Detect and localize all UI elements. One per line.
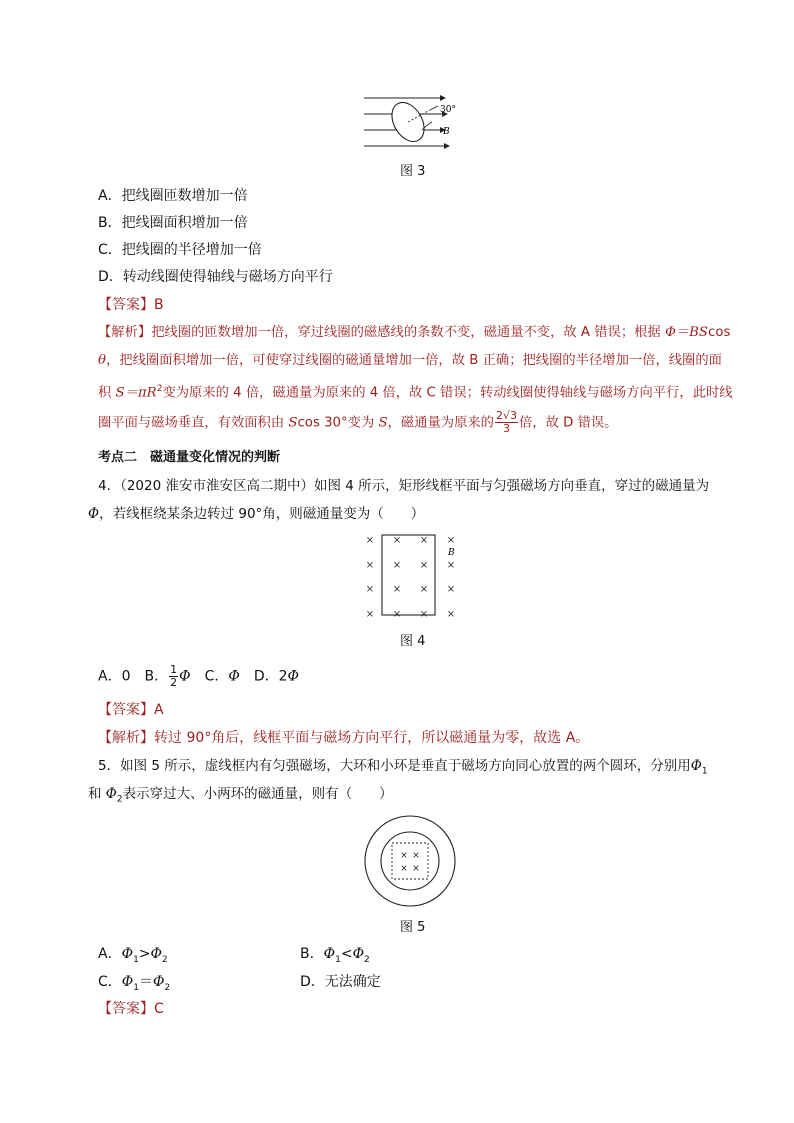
symbol-phi: Φ [352,946,365,962]
q3-option-d: D．转动线圈使得轴线与磁场方向平行 [98,269,333,285]
figure-3-diagram [360,92,470,158]
fraction-denominator: 2 [170,676,178,689]
svg-text:×: × [419,609,429,620]
subscript: 2 [364,954,370,965]
svg-text:×: × [400,851,408,861]
subscript: 1 [133,954,139,965]
q3-option-a: A．把线圈匝数增加一倍 [98,188,248,204]
analysis-text: cos 30°变为 [297,415,379,431]
q5-option-b [300,944,370,970]
symbol-phi: Φ [153,974,165,990]
svg-text:×: × [446,584,456,595]
svg-text:×: × [446,535,456,546]
angle-label: 30° [440,105,456,115]
analysis-tag: 【解析】 [98,730,154,746]
q5-stem-line-2 [88,784,393,810]
figure-4-caption: 图 4 [400,634,426,649]
svg-text:×: × [392,560,402,571]
svg-text:×: × [446,609,456,620]
answer-tag: 【答案】 [98,1001,154,1017]
q3-option-c: C．把线圈的半径增加一倍 [98,242,262,258]
subscript: 2 [164,982,171,993]
fraction-numerator: 1 [170,663,178,676]
figure-5-diagram [362,813,458,909]
analysis-text: 积 [98,385,116,401]
q4-stem-line-2 [88,504,424,524]
symbol-phi: Φ [179,668,191,685]
symbol-phi: Φ [121,974,134,990]
formula-s: S [378,415,388,431]
symbol-phi: Φ [88,506,100,522]
svg-text:×: × [392,535,402,546]
option-prefix: B． [300,946,324,962]
option-text: D．2 [239,668,288,685]
small-ring [381,832,439,890]
operator: > [138,946,151,962]
stem-text: 5．如图 5 所示，虚线框内有匀强磁场，大环和小环是垂直于磁场方向同心放置的两个圆环，分别用 [98,758,691,774]
formula-s: S [288,415,298,431]
q3-option-b: B．把线圈面积增加一倍 [98,215,248,231]
analysis-text: cos [708,325,731,340]
formula-theta: θ [98,353,107,368]
q4-stem-line-1: 4．（2020 淮安市淮安区高二期中）如图 4 所示，矩形线框平面与匀强磁场方向垂直，穿过的磁通量为 [98,478,710,494]
q3-analysis-line-2 [98,351,722,371]
symbol-phi: Φ [121,946,134,962]
fraction-denominator: 3 [502,422,510,435]
figure-4-diagram [360,530,460,622]
field-label: B [443,127,450,137]
q3-answer [98,295,164,315]
q5-option-a [98,944,168,970]
answer-value: C [154,1001,164,1017]
svg-text:×: × [392,609,402,620]
stem-text: ，若线框绕某条边转过 90°角，则磁通量变为（ ） [99,506,425,522]
svg-text:×: × [365,584,375,595]
analysis-tag: 【解析】 [98,325,152,340]
stem-text: 表示穿过大、小两环的磁通量，则有（ ） [122,786,393,802]
fraction [495,410,518,435]
figure-3-caption: 图 3 [400,164,426,179]
svg-text:×: × [419,584,429,595]
svg-text:×: × [419,560,429,571]
q5-option-c [98,972,170,998]
symbol-phi: Φ [150,946,163,962]
svg-text:×: × [365,609,375,620]
svg-text:×: × [365,535,375,546]
symbol-phi: Φ [228,668,240,685]
option-prefix: C． [98,974,122,990]
field-arrowheads [440,95,450,149]
subscript: 1 [335,954,341,965]
option-text: C． [190,668,229,685]
svg-text:×: × [419,535,429,546]
option-prefix: A． [98,946,122,962]
q4-answer [98,700,164,720]
field-region-dashed [392,843,428,879]
answer-tag: 【答案】 [98,297,154,313]
stem-text: 和 [88,786,106,802]
superscript: 2 [156,384,163,394]
analysis-text: ，磁通量为原来的 [387,415,494,431]
svg-text:×: × [412,851,420,861]
q5-answer [98,999,164,1019]
subscript: 1 [701,766,708,777]
analysis-text: 转过 90°角后，线框平面与磁场方向平行，所以磁通量为零，故选 A。 [154,730,590,746]
q5-option-d: D．无法确定 [300,974,381,990]
q4-analysis [98,728,589,748]
operator: ＝ [139,974,153,990]
field-crosses [400,851,420,874]
analysis-text: ，把线圈面积增加一倍，可使穿过线圈的磁通量增加一倍，故 B 正确；把线圈的半径增加一倍，线圈的面 [106,353,722,368]
answer-value: A [154,702,164,718]
fraction [169,664,178,689]
symbol-phi: Φ [105,786,117,802]
q4-options [98,664,299,689]
large-ring [365,816,455,906]
symbol-phi: Φ [287,668,300,685]
q3-analysis-line-4 [98,410,617,435]
svg-text:×: × [365,560,375,571]
field-crosses [366,535,455,620]
fraction-numerator: 2√3 [495,409,517,422]
field-label: B [448,548,455,558]
q3-analysis-line-3 [98,379,733,403]
subscript: 2 [162,954,168,965]
option-text: A．0 B． [98,668,169,685]
svg-text:×: × [446,560,456,571]
subscript: 2 [116,794,123,805]
section-title: 考点二 磁通量变化情况的判断 [98,450,281,465]
answer-tag: 【答案】 [98,702,154,718]
operator: < [340,946,353,962]
svg-text:×: × [400,864,408,874]
q5-stem-line-1 [98,756,708,782]
figure-5-caption: 图 5 [400,920,426,935]
symbol-phi: Φ [323,946,336,962]
answer-value: B [154,297,164,313]
analysis-text: 圈平面与磁场垂直，有效面积由 [98,415,289,431]
q3-analysis-line-1 [98,323,730,343]
analysis-text: 把线圈的匝数增加一倍，穿过线圈的磁感线的条数不变，磁通量不变，故 A 错误；根据 [151,325,665,340]
formula-area: S＝πR [115,385,157,401]
analysis-text: 变为原来的 4 倍，磁通量为原来的 4 倍，故 C 错误；转动线圈使得轴线与磁场方向平行，此时线 [162,385,733,401]
formula-flux: Φ＝BS [664,325,709,340]
svg-text:×: × [412,864,420,874]
analysis-text: 倍，故 D 错误。 [519,415,618,431]
subscript: 1 [133,982,139,993]
rectangular-frame [382,535,435,615]
svg-text:×: × [392,584,402,595]
symbol-phi: Φ [690,758,702,774]
